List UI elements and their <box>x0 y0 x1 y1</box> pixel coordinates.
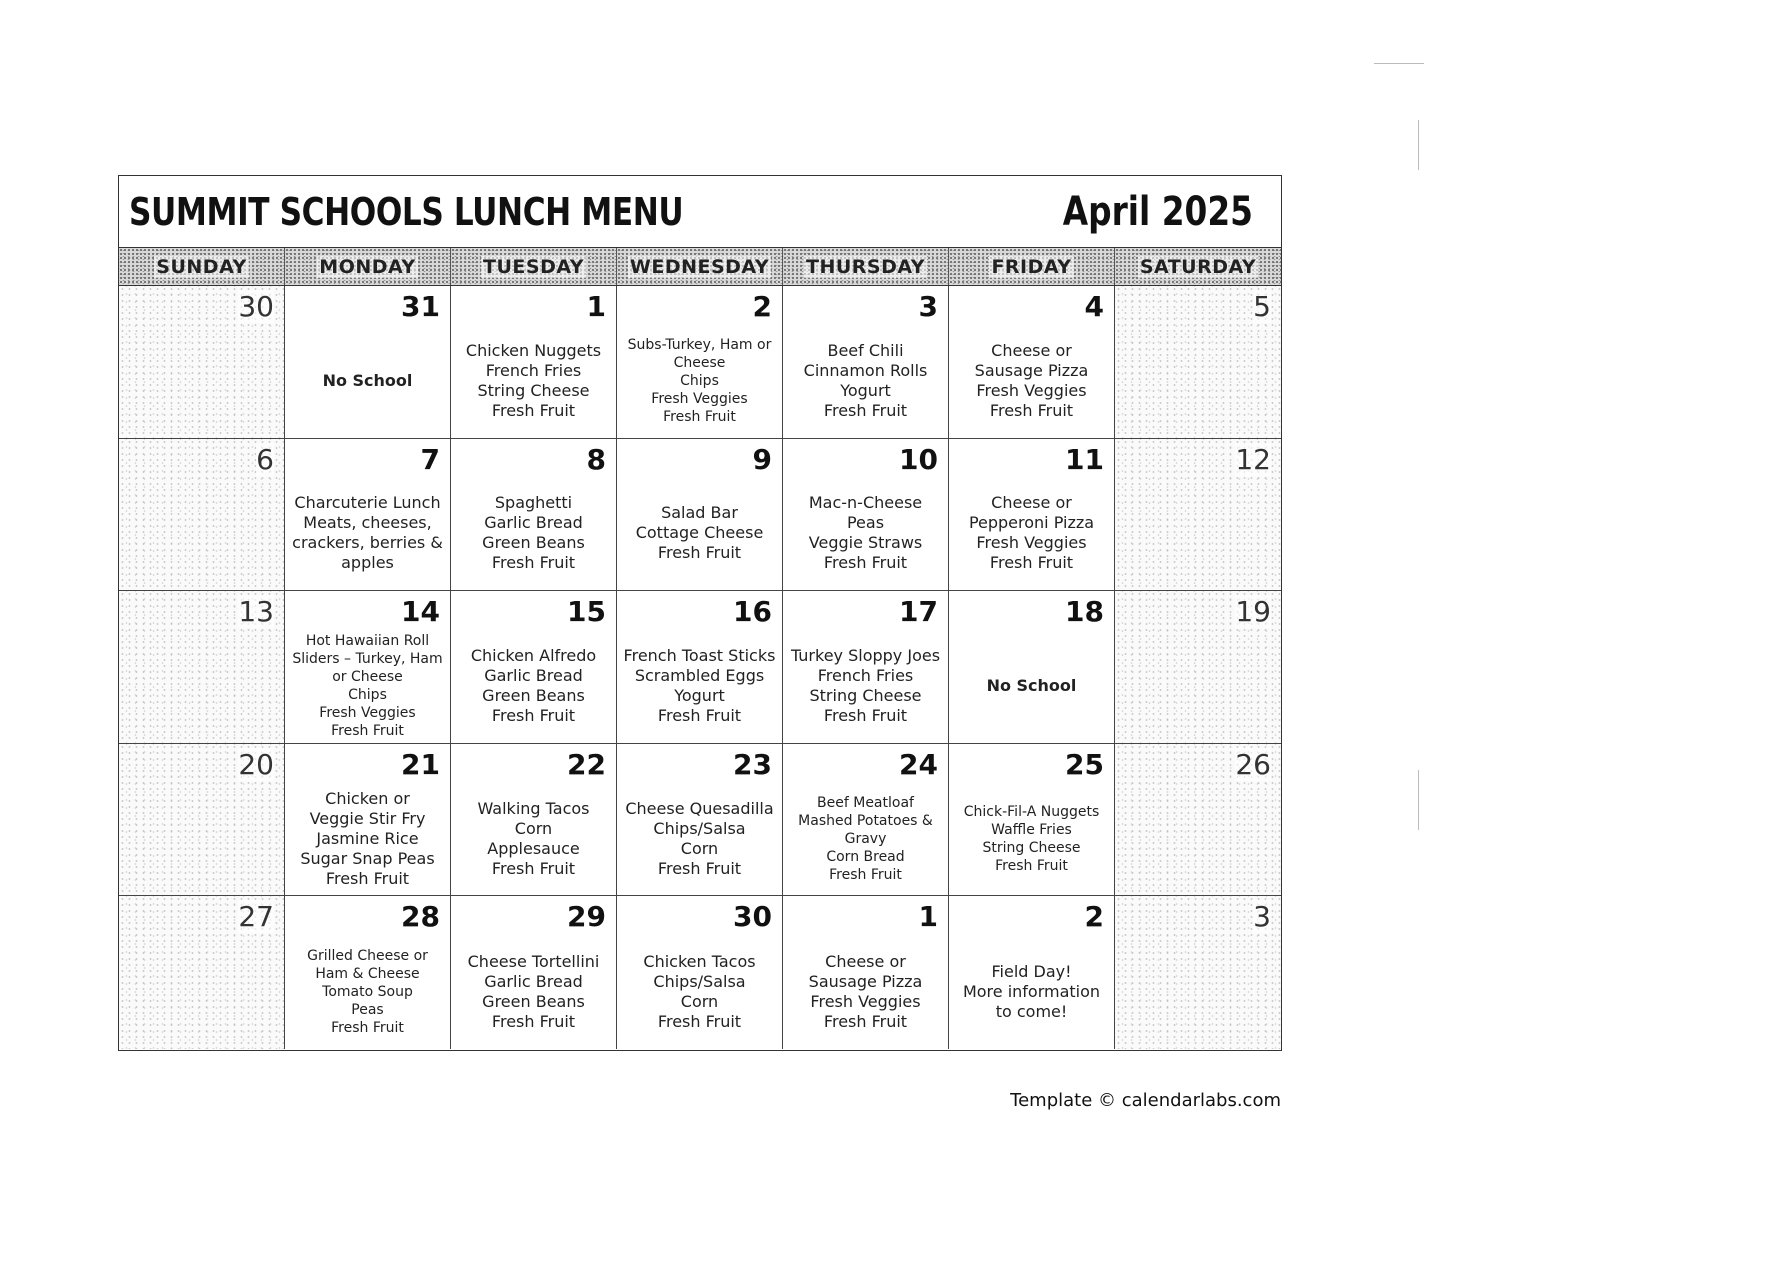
menu-items <box>621 633 778 739</box>
day-number: 1 <box>918 900 938 934</box>
menu-items <box>787 633 944 739</box>
day-cell <box>119 286 285 439</box>
day-number: 11 <box>1065 442 1104 476</box>
day-number: 8 <box>586 442 606 476</box>
weekday-header-row <box>119 248 1281 286</box>
day-number: 5 <box>1253 290 1271 323</box>
day-cell <box>949 286 1115 439</box>
weekday-saturday: SATURDAY <box>1115 248 1281 285</box>
menu-item: String Cheese <box>477 380 590 400</box>
menu-items <box>621 328 778 434</box>
day-number: 9 <box>752 442 772 476</box>
day-cell <box>119 896 285 1049</box>
menu-items <box>289 938 446 1045</box>
menu-item: Cheese or <box>825 951 906 971</box>
menu-items <box>289 481 446 587</box>
menu-item: Pepperoni Pizza <box>968 513 1095 533</box>
menu-items <box>455 938 612 1045</box>
menu-item: Turkey Sloppy Joes <box>790 645 941 665</box>
day-cell <box>1115 286 1281 439</box>
day-number: 14 <box>401 595 440 629</box>
day-cell <box>783 439 949 592</box>
menu-item: Scrambled Eggs <box>634 665 765 685</box>
menu-item: apples <box>341 553 394 573</box>
menu-item: Fresh Veggies <box>319 705 416 721</box>
menu-item: Fresh Fruit <box>823 400 908 420</box>
menu-items <box>455 786 612 892</box>
menu-item: Yogurt <box>840 380 891 400</box>
day-cell <box>949 439 1115 592</box>
menu-item: Fresh Veggies <box>651 390 748 407</box>
day-cell <box>783 286 949 439</box>
day-number: 21 <box>401 747 440 781</box>
menu-item: Cheese Tortellini <box>467 951 600 971</box>
menu-item: Spaghetti <box>494 493 573 513</box>
menu-item: Fresh Fruit <box>331 723 404 739</box>
day-number: 23 <box>733 747 772 781</box>
menu-item: Chicken Tacos <box>643 951 756 971</box>
menu-item: Sausage Pizza <box>808 971 923 991</box>
menu-items <box>621 786 778 892</box>
menu-item: Beef Chili <box>827 340 904 360</box>
day-cell <box>119 439 285 592</box>
menu-items <box>289 786 446 892</box>
day-number: 10 <box>899 442 938 476</box>
menu-item: Chips <box>348 687 387 703</box>
day-number: 22 <box>567 747 606 781</box>
menu-item: to come! <box>995 1001 1068 1021</box>
day-cell <box>451 744 617 897</box>
day-number: 3 <box>918 290 938 323</box>
menu-item: Corn Bread <box>826 848 905 865</box>
menu-item: Fresh Fruit <box>657 705 742 725</box>
weekday-thursday: THURSDAY <box>783 248 949 285</box>
day-cell <box>617 896 783 1049</box>
day-cell <box>949 591 1115 744</box>
menu-item: Applesauce <box>487 838 580 858</box>
menu-item: Sausage Pizza <box>974 360 1089 380</box>
menu-item: Fresh Fruit <box>823 553 908 573</box>
menu-item: Corn <box>680 991 719 1011</box>
menu-item: Ham & Cheese <box>315 965 420 982</box>
menu-item: Cottage Cheese <box>635 523 764 543</box>
menu-item: Field Day! <box>991 961 1072 981</box>
menu-item: Cheese or <box>991 340 1072 360</box>
menu-item: Fresh Veggies <box>810 991 921 1011</box>
menu-item: Cinnamon Rolls <box>803 360 928 380</box>
menu-item: Tomato Soup <box>322 983 413 1000</box>
menu-items <box>787 938 944 1045</box>
day-number: 2 <box>1084 900 1104 934</box>
day-number: 18 <box>1065 595 1104 629</box>
menu-item: Chicken or <box>325 788 410 808</box>
menu-item: String Cheese <box>809 685 922 705</box>
menu-item: Fresh Fruit <box>491 858 576 878</box>
day-number: 28 <box>401 900 440 934</box>
menu-item: Fresh Fruit <box>657 858 742 878</box>
day-number: 13 <box>238 595 274 629</box>
menu-item: Subs-Turkey, Ham or <box>627 336 772 353</box>
day-cell <box>783 744 949 897</box>
menu-items <box>953 938 1110 1045</box>
menu-item: French Fries <box>485 360 582 380</box>
day-number: 6 <box>256 442 274 476</box>
day-number: 17 <box>899 595 938 629</box>
menu-item: French Fries <box>817 665 914 685</box>
menu-item: Beef Meatloaf <box>817 794 914 811</box>
menu-item: Fresh Fruit <box>823 1011 908 1031</box>
day-cell <box>783 896 949 1049</box>
weekday-wednesday: WEDNESDAY <box>617 248 783 285</box>
menu-item: Fresh Fruit <box>325 868 410 888</box>
day-cell <box>1115 591 1281 744</box>
weekday-friday: FRIDAY <box>949 248 1115 285</box>
menu-item: Sugar Snap Peas <box>300 848 435 868</box>
menu-item: Mashed Potatoes & <box>798 812 933 829</box>
day-cell <box>617 744 783 897</box>
menu-item: Fresh Fruit <box>657 543 742 563</box>
menu-item: Fresh Fruit <box>491 400 576 420</box>
menu-item: Waffle Fries <box>991 821 1072 838</box>
menu-item: Chicken Nuggets <box>465 340 602 360</box>
menu-item: Green Beans <box>482 685 585 705</box>
menu-item: Fresh Fruit <box>829 866 902 883</box>
day-cell <box>1115 896 1281 1049</box>
menu-items <box>289 633 446 739</box>
day-cell <box>285 439 451 592</box>
day-cell <box>119 744 285 897</box>
menu-items <box>953 481 1110 587</box>
menu-item: Corn <box>680 838 719 858</box>
menu-item: Sliders – Turkey, Ham <box>292 651 443 667</box>
weekday-sunday: SUNDAY <box>119 248 285 285</box>
scan-artifact <box>1374 63 1424 64</box>
menu-item: No School <box>322 370 413 390</box>
menu-item: Fresh Fruit <box>657 1011 742 1031</box>
menu-items <box>787 786 944 892</box>
day-number: 1 <box>586 290 606 323</box>
day-number: 7 <box>420 442 440 476</box>
menu-items <box>953 633 1110 739</box>
menu-item: French Toast Sticks <box>623 645 776 665</box>
day-number: 4 <box>1084 290 1104 323</box>
menu-item: Fresh Fruit <box>491 1011 576 1031</box>
menu-item: Yogurt <box>674 685 725 705</box>
calendar-header <box>119 176 1281 248</box>
day-number: 15 <box>567 595 606 629</box>
day-number: 29 <box>567 900 606 934</box>
menu-item: Fresh Fruit <box>491 553 576 573</box>
scan-artifact <box>1418 770 1419 830</box>
menu-item: Fresh Veggies <box>976 380 1087 400</box>
menu-item: Veggie Stir Fry <box>309 808 426 828</box>
weekday-monday: MONDAY <box>285 248 451 285</box>
menu-item: Gravy <box>844 830 887 847</box>
menu-items <box>621 938 778 1045</box>
menu-item: crackers, berries & <box>292 533 443 553</box>
menu-item: More information <box>962 981 1101 1001</box>
menu-items <box>953 328 1110 434</box>
day-cell <box>617 439 783 592</box>
day-cell <box>285 286 451 439</box>
menu-item: Peas <box>351 1001 384 1018</box>
menu-item: Fresh Fruit <box>989 400 1074 420</box>
day-number: 19 <box>1235 595 1271 629</box>
menu-item: Fresh Fruit <box>663 408 736 425</box>
menu-items <box>455 328 612 434</box>
menu-item: Peas <box>846 513 885 533</box>
calendar-title: SUMMIT SCHOOLS LUNCH MENU <box>129 189 684 234</box>
menu-item: Jasmine Rice <box>316 828 419 848</box>
day-cell <box>451 439 617 592</box>
day-cell <box>451 591 617 744</box>
menu-item: String Cheese <box>982 839 1081 856</box>
menu-items <box>621 481 778 587</box>
menu-item: Meats, cheeses, <box>303 513 432 533</box>
menu-item: Cheese or <box>991 493 1072 513</box>
menu-item: Chick-Fil-A Nuggets <box>963 803 1100 820</box>
menu-item: Fresh Fruit <box>331 1019 404 1036</box>
day-cell <box>783 591 949 744</box>
menu-item: Garlic Bread <box>484 971 583 991</box>
calendar-month: April 2025 <box>1062 188 1253 235</box>
menu-item: Fresh Fruit <box>989 553 1074 573</box>
day-number: 30 <box>733 900 772 934</box>
menu-item: Walking Tacos <box>477 798 590 818</box>
menu-item: Fresh Veggies <box>976 533 1087 553</box>
menu-item: Chicken Alfredo <box>470 645 597 665</box>
day-number: 25 <box>1065 747 1104 781</box>
day-number: 26 <box>1235 747 1271 781</box>
day-cell <box>285 896 451 1049</box>
menu-item: Cheese <box>673 354 726 371</box>
day-cell <box>617 591 783 744</box>
day-cell <box>949 744 1115 897</box>
day-cell <box>1115 439 1281 592</box>
scan-artifact <box>1418 120 1419 170</box>
menu-item: Salad Bar <box>661 503 738 523</box>
calendar-grid <box>119 286 1281 1049</box>
menu-items <box>455 633 612 739</box>
day-number: 30 <box>238 290 274 323</box>
template-credit: Template © calendarlabs.com <box>1010 1090 1281 1111</box>
day-number: 2 <box>752 290 772 323</box>
weekday-tuesday: TUESDAY <box>451 248 617 285</box>
menu-item: Garlic Bread <box>484 665 583 685</box>
day-number: 12 <box>1235 442 1271 476</box>
menu-items <box>289 328 446 434</box>
day-number: 27 <box>238 900 274 934</box>
day-number: 3 <box>1253 900 1271 934</box>
menu-items <box>787 328 944 434</box>
menu-item: Charcuterie Lunch <box>294 493 441 513</box>
menu-item: Corn <box>514 818 553 838</box>
day-cell <box>451 286 617 439</box>
menu-items <box>455 481 612 587</box>
menu-item: Chips/Salsa <box>653 971 746 991</box>
menu-item: Grilled Cheese or <box>307 947 428 964</box>
day-cell <box>617 286 783 439</box>
calendar <box>118 175 1282 1051</box>
menu-item: Fresh Fruit <box>491 705 576 725</box>
menu-items <box>787 481 944 587</box>
day-cell <box>949 896 1115 1049</box>
day-cell <box>285 591 451 744</box>
menu-item: Fresh Fruit <box>995 857 1068 874</box>
day-number: 31 <box>401 290 440 323</box>
menu-item: Cheese Quesadilla <box>625 798 774 818</box>
menu-item: Fresh Fruit <box>823 705 908 725</box>
day-number: 20 <box>238 747 274 781</box>
menu-item: No School <box>986 675 1077 695</box>
menu-items <box>953 786 1110 892</box>
menu-item: Mac-n-Cheese <box>808 493 923 513</box>
day-cell <box>119 591 285 744</box>
menu-item: Garlic Bread <box>484 513 583 533</box>
menu-item: Chips <box>680 372 719 389</box>
menu-item: or Cheese <box>332 669 403 685</box>
day-number: 16 <box>733 595 772 629</box>
day-cell <box>285 744 451 897</box>
day-cell <box>451 896 617 1049</box>
menu-item: Green Beans <box>482 533 585 553</box>
day-number: 24 <box>899 747 938 781</box>
menu-item: Chips/Salsa <box>653 818 746 838</box>
menu-item: Hot Hawaiian Roll <box>305 633 430 649</box>
menu-item: Green Beans <box>482 991 585 1011</box>
day-cell <box>1115 744 1281 897</box>
menu-item: Veggie Straws <box>808 533 923 553</box>
